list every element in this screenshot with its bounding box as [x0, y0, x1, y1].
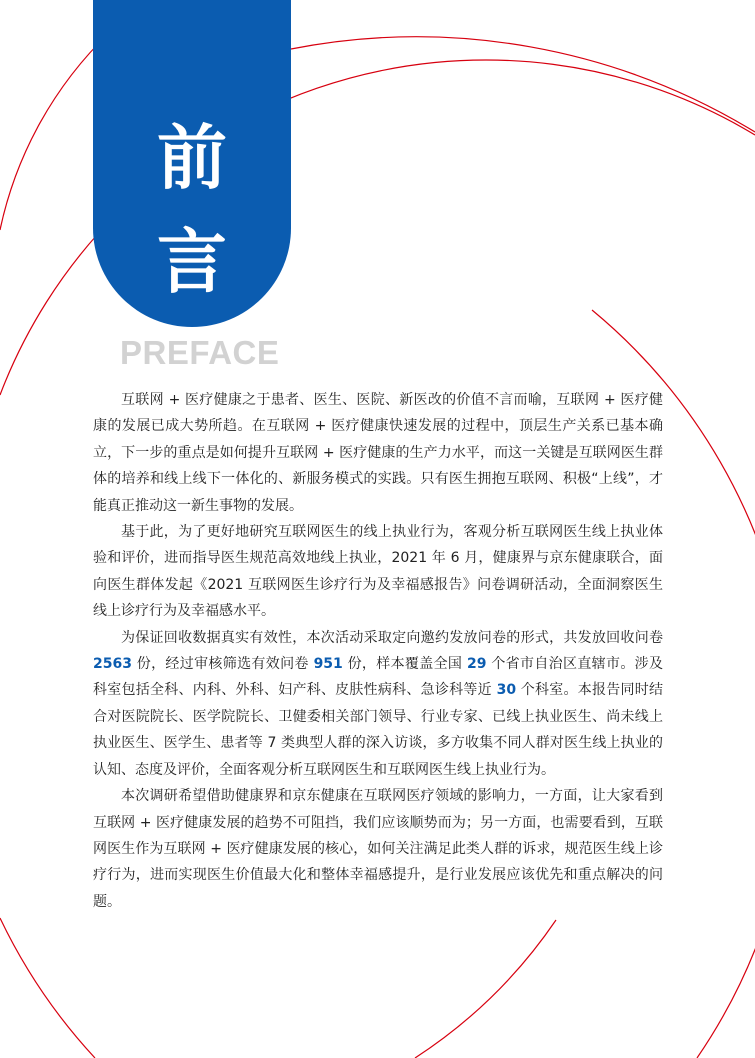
red-arc-bottom-left	[0, 918, 95, 1058]
title-char-2: 言	[157, 221, 227, 303]
paragraph-3	[93, 625, 663, 783]
paragraph-3-text: 为保证回收数据真实有效性，本次活动采取定向邀约发放问卷的形式，共发放回收问卷	[121, 629, 663, 646]
stat-valid-questionnaires: 951	[313, 656, 343, 673]
red-arc-top-right	[291, 37, 755, 132]
title-banner	[93, 0, 291, 327]
preface-body	[93, 387, 663, 915]
paragraph-3-text: 份，经过审核筛选有效问卷	[131, 656, 314, 673]
paragraph-3-text: 份，样本覆盖全国	[342, 656, 468, 673]
paragraph-2: 基于此，为了更好地研究互联网医生的线上执业行为，客观分析互联网医生线上执业体验和评价，进而指导医生规范高效地线上执业，2021 年 6 月，健康界与京东健康联合，面向医生群体发起《2021 互联网医生诊疗行为及幸福感报告》问卷调研活动，全面洞察医生线上诊疗行为及幸福感水平。	[93, 524, 663, 620]
preface-subtitle: PREFACE	[120, 334, 280, 371]
stat-questionnaires-issued: 2563	[93, 656, 132, 673]
stat-provinces: 29	[467, 656, 487, 673]
paragraph-1: 互联网 + 医疗健康之于患者、医生、医院、新医改的价值不言而喻，互联网 + 医疗健康的发展已成大势所趋。在互联网 + 医疗健康快速发展的过程中，顶层生产关系已基本确立，下一步的重点是如何提升互联网 + 医疗健康的生产力水平，而这一关键是互联网医生群体的培养和线上线下一体化的、新服务模式的实践。只有医生拥抱互联网、积极“上线”，才能真正推动这一新生事物的发展。	[93, 392, 663, 514]
title-char-1: 前	[157, 117, 227, 199]
stat-departments: 30	[496, 682, 517, 699]
paragraph-4: 本次调研希望借助健康界和京东健康在互联网医疗领域的影响力，一方面，让大家看到互联网 + 医疗健康发展的趋势不可阻挡，我们应该顺势而为；另一方面，也需要看到，互联网医生作为互联网 + 医疗健康发展的核心，如何关注满足此类人群的诉求，规范医生线上诊疗行为，进而实现医生价值最大化和整体幸福感提升，是行业发展应该优先和重点解决的问题。	[93, 788, 663, 910]
red-arc-bottom-center	[415, 920, 556, 1058]
paragraph-3-text: 个科室。本报告同时结合对医院院长、医学院院长、卫健委相关部门领导、行业专家、已线上执业医生、尚未线上执业医生、医学生、患者等 7 类典型人群的深入访谈，多方收集不同人群对医生线上执业的认知、态度及评价，全面客观分析互联网医生和互联网医生线上执业行为。	[93, 682, 663, 778]
paragraph-3-text: 个省市自治区直辖市。涉及科室包括全科、内科、外科、妇产科、皮肤性病科、急诊科等近	[93, 656, 663, 699]
